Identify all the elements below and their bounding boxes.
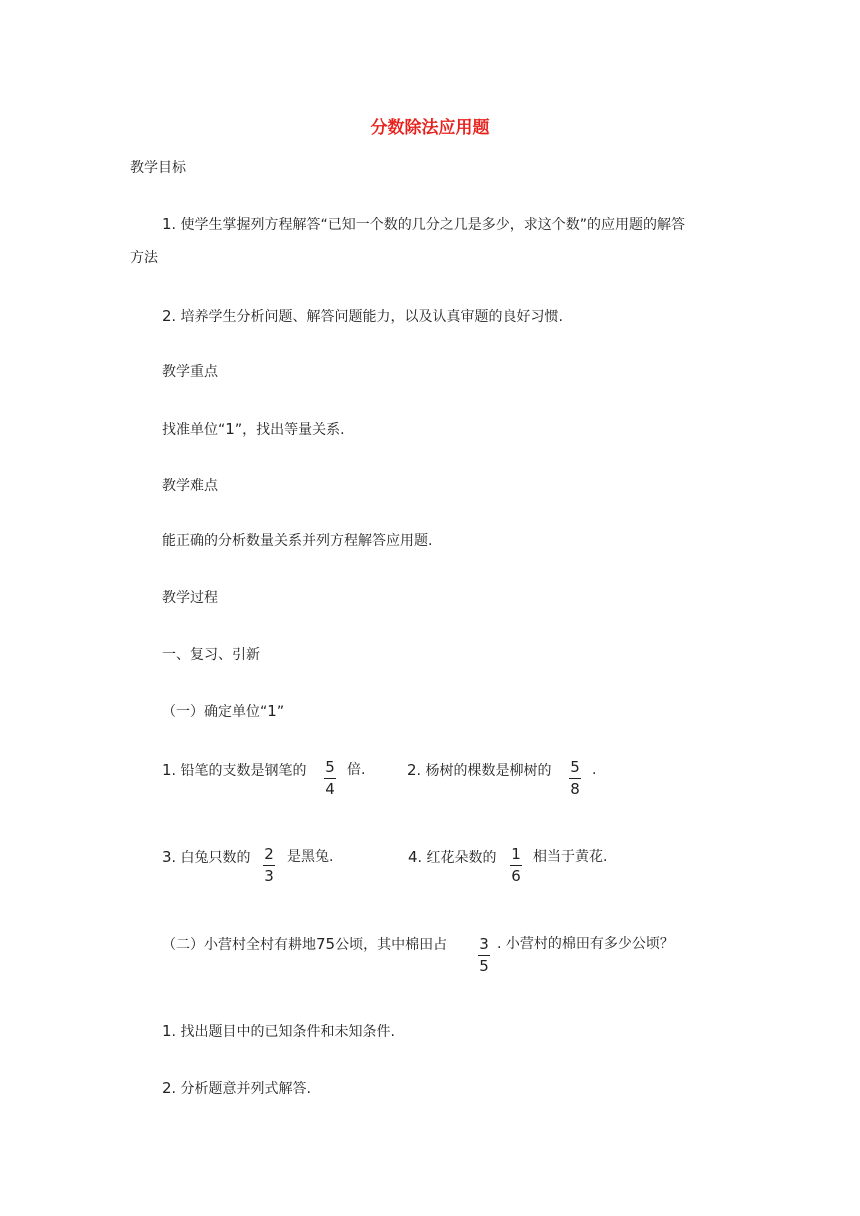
question-3-number: 3 (162, 848, 172, 866)
question-2-fraction (568, 758, 582, 798)
subsection-1 (162, 701, 284, 722)
key-point-text (162, 419, 345, 440)
step-2-number: 2 (162, 1079, 172, 1097)
fraction-denominator: 5 (479, 957, 489, 975)
part-1-heading: 一、复习、引新 (162, 647, 260, 663)
question-3-text-a: . 白兔只数的 (171, 850, 251, 866)
fraction-numerator: 5 (570, 758, 580, 776)
goal-1 (162, 214, 685, 235)
fraction-denominator: 3 (264, 867, 274, 885)
question-1-fraction (323, 758, 337, 798)
step-1-number: 1 (162, 1022, 172, 1040)
question-1 (162, 760, 306, 781)
question-2-number: 2 (407, 761, 417, 779)
subsection-2-fraction (477, 935, 491, 975)
question-4-number: 4 (408, 848, 418, 866)
step-1-text: . 找出题目中的已知条件和未知条件. (171, 1024, 395, 1040)
page-title: 分数除法应用题 (370, 118, 490, 138)
subsection-1-unit-one: 1 (267, 702, 277, 720)
key-point-text-b: ”，找出等量关系. (234, 422, 345, 438)
question-2 (407, 760, 551, 781)
step-2 (162, 1078, 311, 1099)
goal-1-text: . 使学生掌握列方程解答“已知一个数的几分之几是多少，求这个数”的应用题的解答 (171, 217, 685, 233)
subsection-1-text-a: （一）确定单位“ (162, 704, 268, 720)
question-4 (408, 847, 496, 868)
fraction-bar (478, 955, 490, 956)
subsection-2-text-b: 公顷，其中棉田占 (335, 937, 448, 953)
fraction-bar (569, 778, 581, 779)
subsection-2-suffix: . 小营村的棉田有多少公顷？ (497, 936, 674, 952)
question-1-text-a: . 铅笔的支数是钢笔的 (171, 763, 307, 779)
question-3-suffix: 是黑兔. (287, 849, 334, 865)
process-heading: 教学过程 (162, 590, 218, 606)
goal-1-number: 1 (162, 215, 172, 233)
goal-2 (162, 306, 563, 327)
subsection-2 (162, 934, 447, 955)
fraction-numerator: 1 (511, 845, 521, 863)
difficulty-text: 能正确的分析数量关系并列方程解答应用题. (162, 533, 433, 549)
subsection-2-number: 75 (316, 935, 336, 953)
step-2-text: . 分析题意并列式解答. (171, 1081, 311, 1097)
key-point-heading: 教学重点 (162, 364, 218, 380)
question-3 (162, 847, 250, 868)
step-1 (162, 1021, 395, 1042)
difficulty-heading: 教学难点 (162, 478, 218, 494)
fraction-denominator: 6 (511, 867, 521, 885)
goal-2-number: 2 (162, 307, 172, 325)
question-4-fraction (509, 845, 523, 885)
goal-1-continuation: 方法 (130, 250, 158, 266)
question-1-suffix: 倍. (347, 762, 366, 778)
fraction-denominator: 8 (570, 780, 580, 798)
key-point-text-a: 找准单位“ (162, 422, 226, 438)
goal-2-text: . 培养学生分析问题、解答问题能力，以及认真审题的良好习惯. (171, 309, 563, 325)
subsection-1-text-b: ” (276, 704, 285, 720)
fraction-numerator: 3 (479, 935, 489, 953)
goals-heading: 教学目标 (130, 160, 186, 176)
fraction-bar (263, 865, 275, 866)
fraction-numerator: 2 (264, 845, 274, 863)
subsection-2-text-a: （二）小营村全村有耕地 (162, 937, 316, 953)
fraction-denominator: 4 (325, 780, 335, 798)
fraction-bar (510, 865, 522, 866)
key-point-unit-one: 1 (225, 420, 235, 438)
question-3-fraction (262, 845, 276, 885)
question-2-suffix: . (592, 762, 597, 778)
fraction-numerator: 5 (325, 758, 335, 776)
question-1-number: 1 (162, 761, 172, 779)
fraction-bar (324, 778, 336, 779)
question-4-text-a: . 红花朵数的 (417, 850, 497, 866)
question-4-suffix: 相当于黄花. (533, 849, 608, 865)
question-2-text-a: . 杨树的棵数是柳树的 (416, 763, 552, 779)
